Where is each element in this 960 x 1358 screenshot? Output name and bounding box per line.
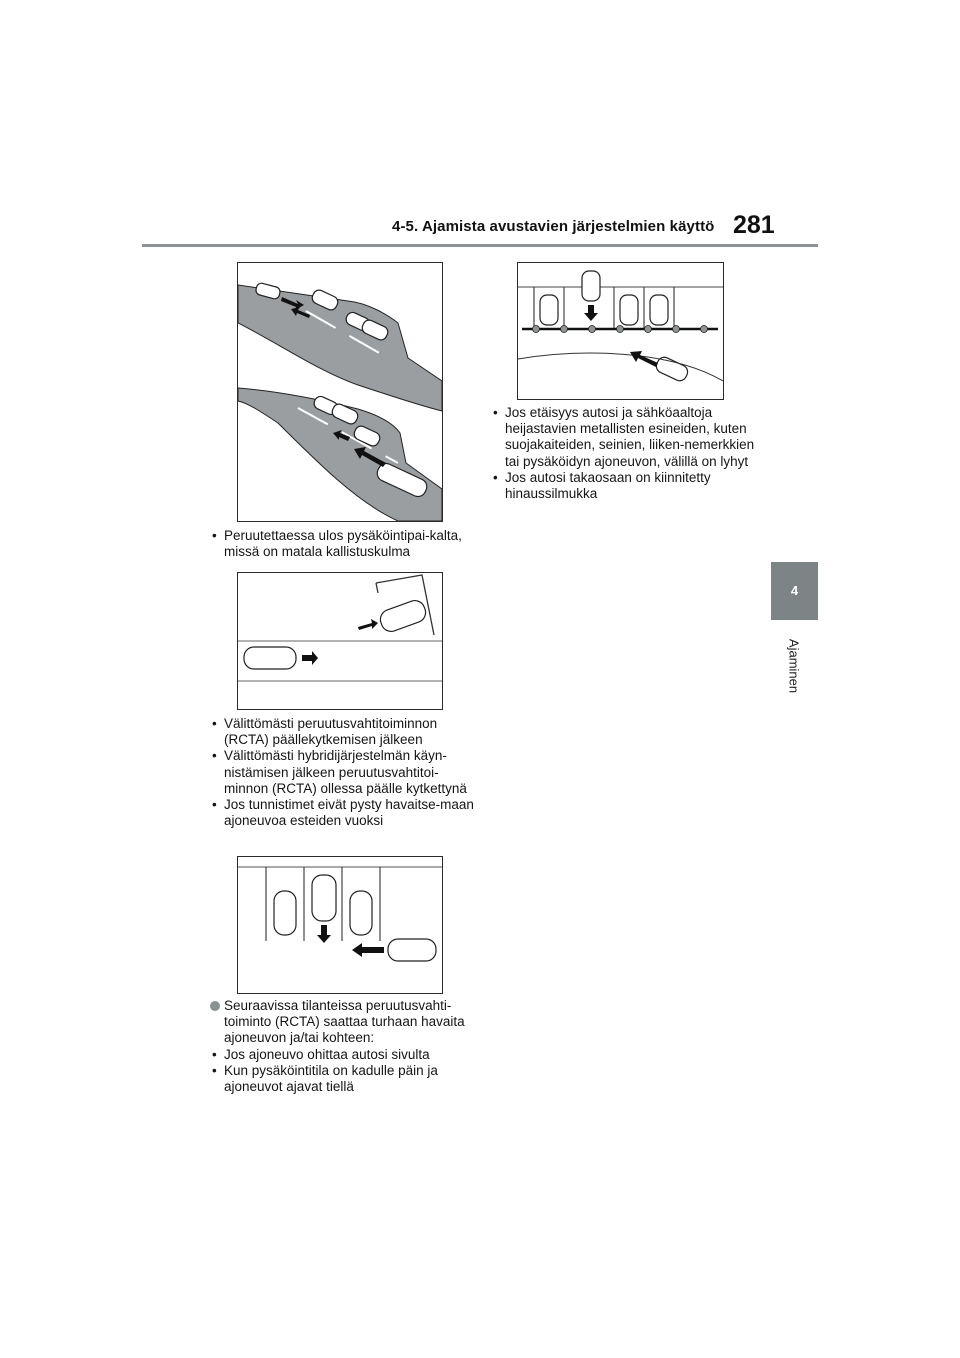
list-system-start [210,716,476,829]
illustration-slope-parking [238,263,442,521]
list-metal-objects [491,405,757,502]
list-item: • Jos etäisyys autosi ja sähköaaltoja heijastavien metallisten esineiden, kuten suojakaiteiden, seinien, liiken-nemerkkien tai pysäköidyn ajoneuvon, välillä on lyhyt [491,405,757,470]
illustration-backing-out [238,573,442,709]
list-item: • Jos autosi takaosaan on kiinnitetty hinaussilmukka [491,470,757,502]
section-title: 4-5. Ajamista avustavien järjestelmien käyttö [392,218,715,235]
illustration-obstructed-parking [238,857,442,993]
figure-slope-parking [237,262,443,522]
note-false-detection [210,998,478,1095]
list-item: • Peruutettaessa ulos pysäköintipai-kalta, missä on matala kallistuskulma [210,528,476,560]
note-intro [210,998,478,1047]
figure-metal-barrier [517,262,724,400]
note-intro-text: Seuraavissa tilanteissa peruutusvahti-toiminto (RCTA) saattaa turhaan havaita ajoneuvon ja/tai kohteen: [224,998,465,1046]
chapter-tab [771,562,818,620]
list-item: • Jos ajoneuvo ohittaa autosi sivulta [210,1047,478,1063]
chapter-label: Ajaminen [786,638,802,694]
illustration-metal-barrier [518,263,723,399]
list-item: • Välittömästi hybridijärjestelmän käyn-nistämisen jälkeen peruutusvahtitoi-minnon (RCTA) ollessa päälle kytkettynä [210,748,476,797]
figure-obstructed-parking [237,856,443,994]
list-item: • Kun pysäköintitila on kadulle päin ja ajoneuvot ajavat tiellä [210,1063,478,1095]
list-item: • Välittömästi peruutusvahtitoiminnon (RCTA) päällekytkemisen jälkeen [210,716,476,748]
note-bullet-icon [210,1001,220,1011]
header-divider [142,244,818,247]
chapter-number: 4 [790,583,799,598]
list-slope-parking [210,528,476,560]
list-item: • Jos tunnistimet eivät pysty havaitse-maan ajoneuvoa esteiden vuoksi [210,797,476,829]
note-list [210,1047,478,1096]
page-number: 281 [733,211,775,239]
figure-backing-out [237,572,443,710]
